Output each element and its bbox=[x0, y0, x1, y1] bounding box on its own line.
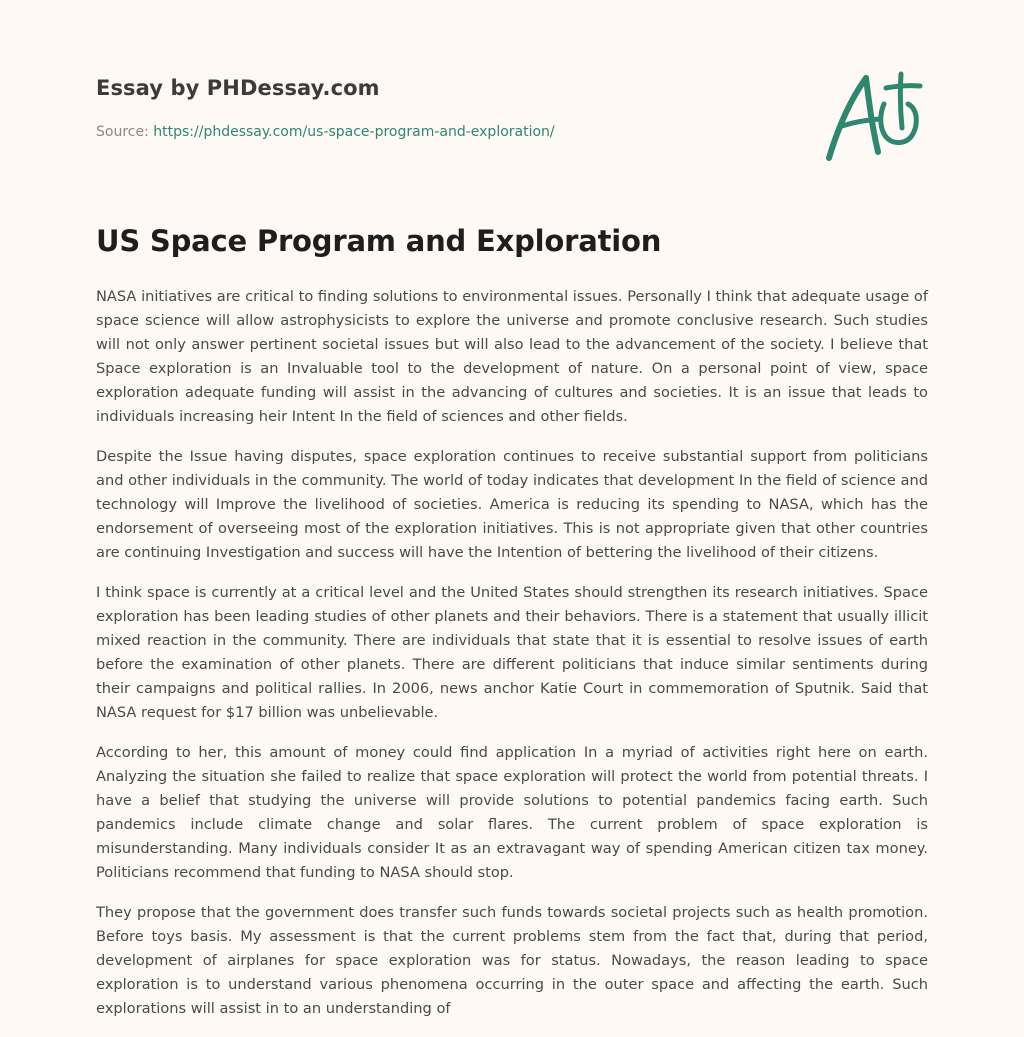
essay-paragraph: I think space is currently at a critical level and the United States should strengthen its research initiatives. Space exploration has been leading studies of other planets and their behaviors. There is a statement that usually illicit mixed reaction in the community. There are individuals that state that it is essential to resolve issues of earth before the examination of other planets. There are different politicians that induce similar sentiments during their campaigns and political rallies. In 2006, news anchor Katie Court in commemoration of Sputnik. Said that NASA request for $17 billion was unbelievable. bbox=[96, 584, 928, 721]
essay-paragraph: They propose that the government does transfer such funds towards societal projects such as health promotion. Before toys basis. My assessment is that the current problems stem from the fact that, during that period, development of airplanes for space exploration was for status. Nowadays, the reason leading to space exploration is to understand various phenomena occurring in the outer space and affecting the earth. Such explorations will assist in to an understanding of bbox=[96, 904, 928, 1017]
essay-paragraph: According to her, this amount of money could find application In a myriad of activities right here on earth. Analyzing the situation she failed to realize that space exploration will protect the world from potential threats. I have a belief that studying the universe will provide solutions to potential pandemics facing earth. Such pandemics include climate change and solar flares. The current problem of space exploration is misunderstanding. Many individuals consider It as an extravagant way of spending American citizen tax money. Politicians recommend that funding to NASA should stop. bbox=[96, 744, 928, 881]
a-plus-logo-icon bbox=[820, 66, 930, 166]
source-label: Source: bbox=[96, 124, 149, 140]
essay-paragraph: NASA initiatives are critical to finding solutions to environmental issues. Personally I think that adequate usage of space science will allow astrophysicists to explore the universe and promote conclusive research. Such studies will not only answer pertinent societal issues but will also lead to the advancement of the society. I believe that Space exploration is an Invaluable tool to the development of nature. On a personal point of view, space exploration adequate funding will assist in the advancing of cultures and societies. It is an issue that leads to individuals increasing heir Intent In the field of sciences and other fields. bbox=[96, 288, 928, 425]
essay-title: US Space Program and Exploration bbox=[96, 224, 662, 258]
source-link[interactable]: https://phdessay.com/us-space-program-and-exploration/ bbox=[153, 124, 555, 140]
site-brand: Essay by PHDessay.com bbox=[96, 76, 380, 100]
essay-paragraph: Despite the Issue having disputes, space exploration continues to receive substantial support from politicians and other individuals in the community. The world of today indicates that development In the field of science and technology will Improve the livelihood of societies. America is reducing its spending to NASA, which has the endorsement of overseeing most of the exploration initiatives. This is not appropriate given that other countries are continuing Investigation and success will have the Intention of bettering the livelihood of their citizens. bbox=[96, 448, 928, 561]
essay-body bbox=[96, 285, 928, 1037]
source-line bbox=[96, 124, 555, 140]
